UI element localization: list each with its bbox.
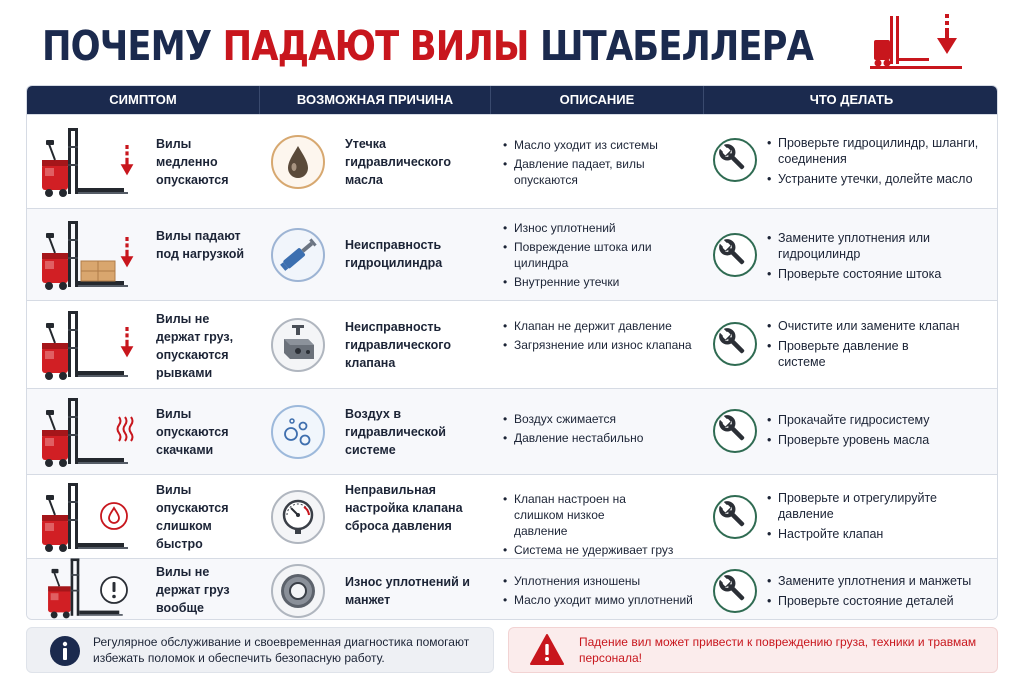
column-header-symptom: СИМПТОМ	[109, 92, 177, 107]
info-icon	[49, 635, 81, 667]
action-list	[765, 490, 995, 546]
description-item: • Уплотнения изношены	[501, 573, 701, 589]
wrench-icon	[713, 322, 757, 366]
cause-text: Неправильная настройка клапана сброса давления	[345, 483, 463, 533]
action-list	[765, 230, 995, 286]
pressure-gauge-icon	[270, 489, 326, 545]
down-arrow-icon	[119, 327, 135, 359]
table-header	[27, 86, 998, 114]
symptom-text: Вилы падают под нагрузкой	[156, 229, 245, 261]
action-item: • Замените уплотнения и манжеты	[765, 573, 995, 589]
cause-text: Утечка гидравлического масла	[345, 137, 451, 187]
oil-drop-icon	[270, 134, 326, 190]
wrench-icon	[713, 233, 757, 277]
description-list	[501, 411, 701, 449]
valve-icon	[270, 317, 326, 373]
wavy-lines-icon	[115, 415, 135, 445]
action-list	[765, 412, 995, 452]
warning-note	[508, 627, 998, 673]
action-item: • Прокачайте гидросистему	[765, 412, 995, 428]
info-note	[26, 627, 494, 673]
table-row	[27, 474, 998, 558]
description-item: • Клапан настроен на слишком низкое давление	[501, 491, 651, 539]
down-arrow-icon	[119, 237, 135, 269]
action-item: • Замените уплотнения или гидроцилиндр	[765, 230, 995, 262]
description-item: • Клапан не держит давление	[501, 318, 701, 334]
action-item: • Проверьте состояние деталей	[765, 593, 995, 609]
description-item: • Загрязнение или износ клапана	[501, 337, 701, 353]
hydraulic-cylinder-icon	[270, 227, 326, 283]
wrench-icon	[713, 138, 757, 182]
wrench-icon	[713, 495, 757, 539]
action-item: • Проверьте давление в системе	[765, 338, 925, 370]
action-item: • Устраните утечки, долейте масло	[765, 171, 995, 187]
action-list	[765, 135, 995, 191]
description-item: • Давление нестабильно	[501, 430, 701, 446]
cause-text: Воздух в гидравлической системе	[345, 407, 446, 457]
table-row	[27, 208, 998, 300]
table-row	[27, 388, 998, 474]
column-header-description: ОПИСАНИЕ	[559, 92, 635, 107]
symptom-text: Вилы не держат груз, опускаются рывками	[156, 312, 234, 380]
column-header-cause: ВОЗМОЖНАЯ ПРИЧИНА	[296, 92, 454, 107]
wrench-icon	[713, 569, 757, 613]
table-row	[27, 114, 998, 208]
header	[36, 14, 986, 74]
description-item: • Система не удерживает груз	[501, 542, 701, 558]
symptom-text: Вилы медленно опускаются	[156, 137, 229, 187]
action-item: • Проверьте гидроцилиндр, шланги, соединения	[765, 135, 995, 167]
seal-ring-icon	[270, 563, 326, 619]
info-text: Регулярное обслуживание и своевременная диагностика помогают избежать поломок и обеспечить безопасную работу.	[93, 635, 470, 665]
table-row	[27, 558, 998, 620]
cause-text: Неисправность гидроцилиндра	[345, 238, 443, 270]
action-item: • Очистите или замените клапан	[765, 318, 995, 334]
down-arrow-icon	[119, 145, 135, 177]
description-list	[501, 573, 701, 611]
description-item: • Воздух сжимается	[501, 411, 701, 427]
warning-text: Падение вил может привести к повреждению груза, техники и травмам персонала!	[579, 635, 977, 665]
table-row	[27, 300, 998, 388]
description-item: • Масло уходит из системы	[501, 137, 701, 153]
description-list	[501, 491, 701, 561]
description-list	[501, 318, 701, 356]
description-list	[501, 220, 701, 293]
air-bubbles-icon	[270, 404, 326, 460]
symptom-text: Вилы опускаются скачками	[156, 407, 229, 457]
action-item: • Проверьте состояние штока	[765, 266, 995, 282]
description-item: • Масло уходит мимо уплотнений	[501, 592, 701, 608]
description-item: • Давление падает, вилы опускаются	[501, 156, 701, 188]
column-header-actions: ЧТО ДЕЛАТЬ	[809, 92, 894, 107]
drop-circle-icon	[99, 501, 129, 531]
symptom-text: Вилы не держат груз вообще	[156, 565, 230, 615]
stacker-with-down-arrow-icon	[868, 14, 968, 74]
description-item: • Износ уплотнений	[501, 220, 701, 236]
exclamation-circle-icon	[99, 575, 129, 605]
action-item: • Проверьте уровень масла	[765, 432, 995, 448]
cause-text: Неисправность гидравлического клапана	[345, 320, 451, 370]
symptom-table	[26, 85, 998, 620]
warning-triangle-icon	[529, 633, 565, 667]
description-item: • Внутренние утечки	[501, 274, 701, 290]
page-title: ПОЧЕМУ ПАДАЮТ ВИЛЫ ШТАБЕЛЛЕРА	[42, 22, 814, 70]
symptom-text: Вилы опускаются слишком быстро	[156, 483, 229, 551]
wrench-icon	[713, 409, 757, 453]
action-item: • Проверьте и отрегулируйте давление	[765, 490, 995, 522]
action-list	[765, 318, 995, 374]
description-item: • Повреждение штока или цилиндра	[501, 239, 701, 271]
action-list	[765, 573, 995, 613]
description-list	[501, 137, 701, 191]
cause-text: Износ уплотнений и манжет	[345, 575, 470, 607]
action-item: • Настройте клапан	[765, 526, 995, 542]
